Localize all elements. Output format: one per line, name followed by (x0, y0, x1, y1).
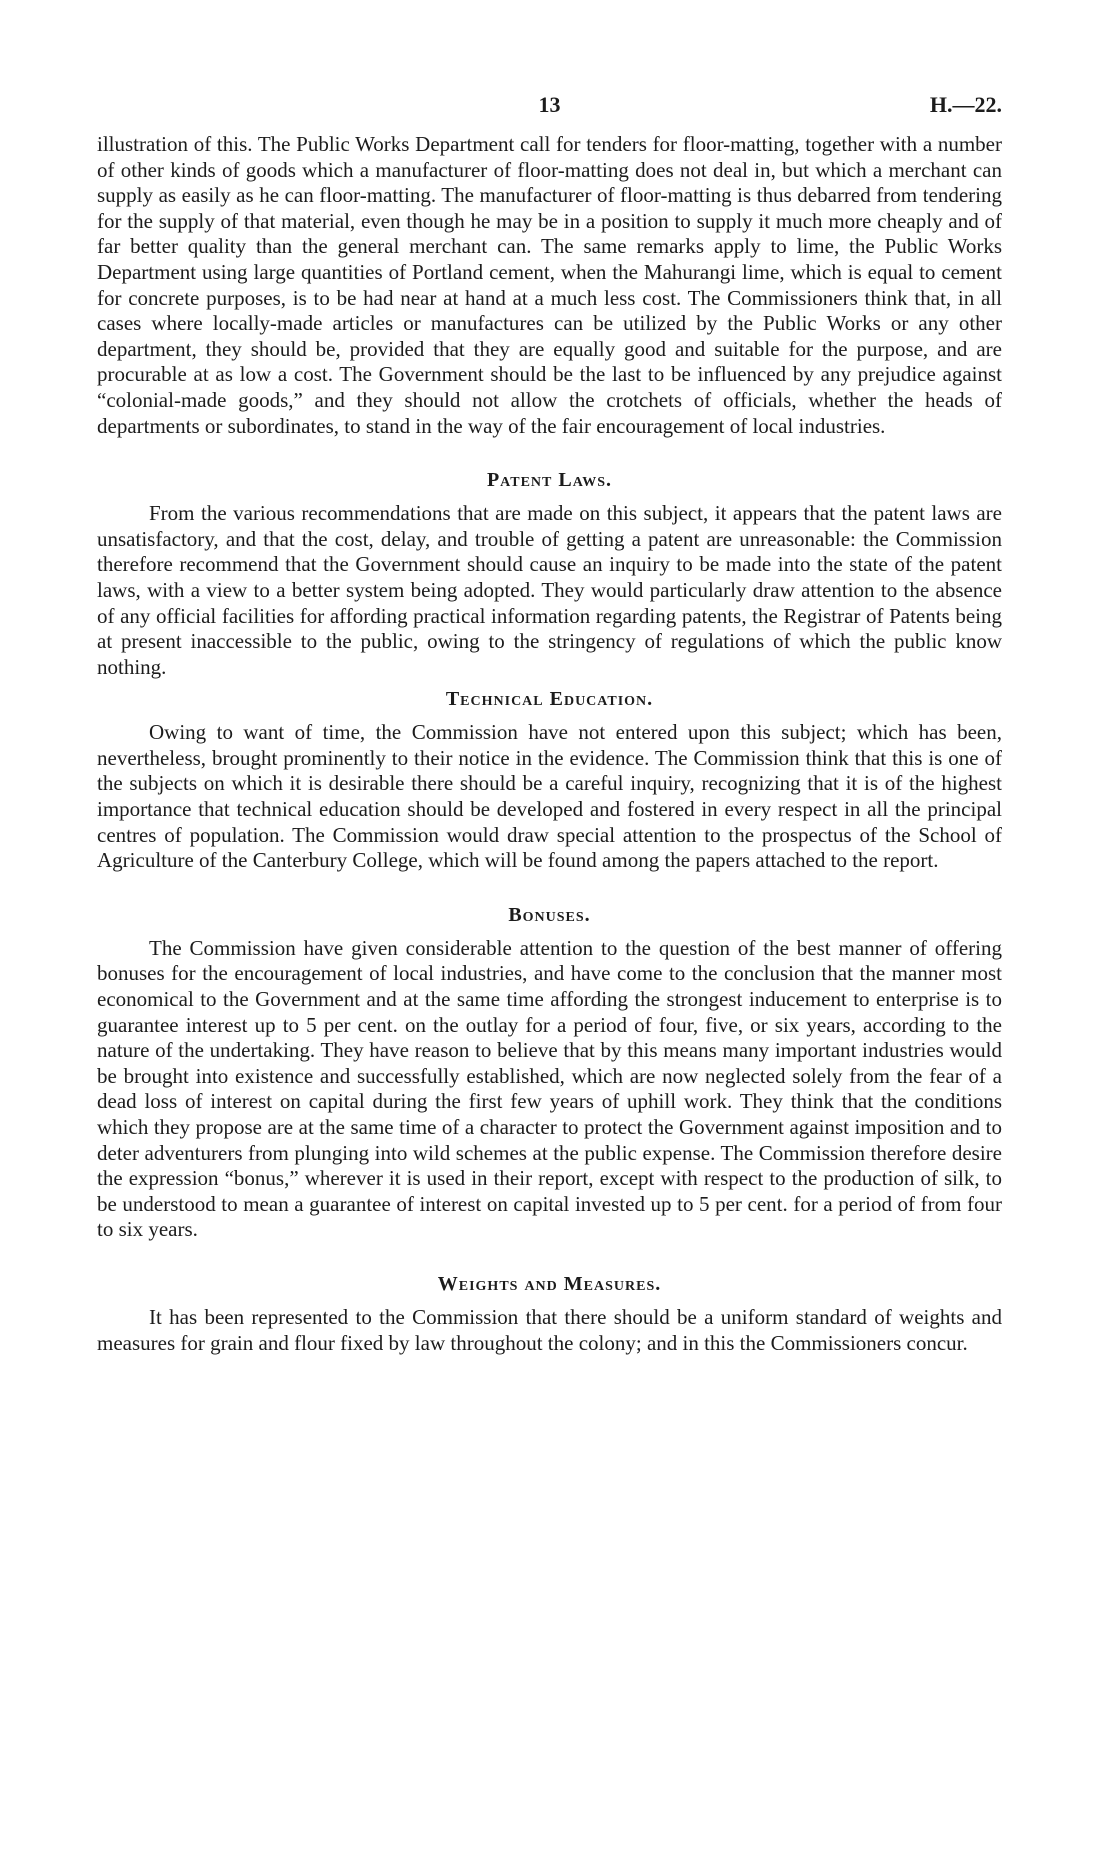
document-page (97, 92, 1002, 1356)
intro-paragraph: illustration of this. The Public Works Department call for tenders for floor-matting, together with a number of other kinds of goods which a manufacturer of floor-matting does not deal in, but which a merchant can supply as easily as he can floor-matting. The manufacturer of floor-matting is thus debarred from tendering for the supply of that material, even though he may be in a position to supply it much more cheaply and of far better quality than the general merchant can. The same remarks apply to lime, the Public Works Department using large quantities of Portland cement, when the Mahurangi lime, which is equal to cement for concrete purposes, is to be had near at hand at a much less cost. The Commissioners think that, in all cases where locally-made articles or manufactures can be utilized by the Public Works or any other department, they should be, provided that they are equally good and suitable for the purpose, and are procurable at as low a cost. The Government should be the last to be influenced by any prejudice against “colonial-made goods,” and they should not allow the crotchets of officials, whether the heads of departments or subordinates, to stand in the way of the fair encouragement of local industries. (97, 132, 1002, 438)
patent-laws-paragraph: From the various recommendations that are made on this subject, it appears that the patent laws are unsatisfactory, and that the cost, delay, and trouble of getting a patent are unreasonable: the Commission therefore recommend that the Government should cause an inquiry to be made into the state of the patent laws, with a view to a better system being adopted. They would particularly draw attention to the absence of any official facilities for affording practical information regarding patents, the Registrar of Patents being at present inaccessible to the public, owing to the stringency of regulations of which the public know nothing. (97, 501, 1002, 679)
patent-laws-heading: Patent Laws. (486, 469, 613, 492)
technical-education-paragraph: Owing to want of time, the Commission have not entered upon this subject; which has been, nevertheless, brought prominently to their notice in the evidence. The Commission think that this is one of the subjects on which it is desirable there should be a careful inquiry, recognizing that it is of the highest importance that technical education should be developed and fostered in every respect in all the principal centres of population. The Commission would draw special attention to the prospectus of the School of Agriculture of the Canterbury College, which will be found among the papers attached to the report. (97, 720, 1002, 873)
weights-measures-paragraph: It has been represented to the Commission that there should be a uniform standard of weights and measures for grain and flour fixed by law throughout the colony; and in this the Commissioners concur. (97, 1304, 1002, 1355)
technical-education-heading: Technical Education. (445, 688, 654, 711)
paper-reference: H.—22. (929, 92, 1002, 117)
page-header (97, 92, 1002, 132)
bonuses-heading: Bonuses. (508, 903, 591, 926)
bonuses-paragraph: The Commission have given considerable attention to the question of the best manner of offering bonuses for the encouragement of local industries, and have come to the conclusion that the manner most economical to the Government and at the same time affording the strongest inducement to enterprise is to guarantee interest up to 5 per cent. on the outlay for a period of four, five, or six years, according to the nature of the undertaking. They have reason to believe that by this means many important industries would be brought into existence and successfully established, which are now neglected solely from the fear of a dead loss of interest on capital during the first few years of uphill work. They think that the conditions which they propose are at the same time of a character to protect the Government against imposition and to deter adventurers from plunging into wild schemes at the public expense. The Commission therefore desire the expression “bonus,” wherever it is used in their report, except with respect to the production of silk, to be understood to mean a guarantee of interest on capital invested up to 5 per cent. for a period of from four to six years. (97, 935, 1002, 1242)
page-number: 13 (538, 92, 561, 117)
weights-measures-heading: Weights and Measures. (437, 1272, 662, 1295)
